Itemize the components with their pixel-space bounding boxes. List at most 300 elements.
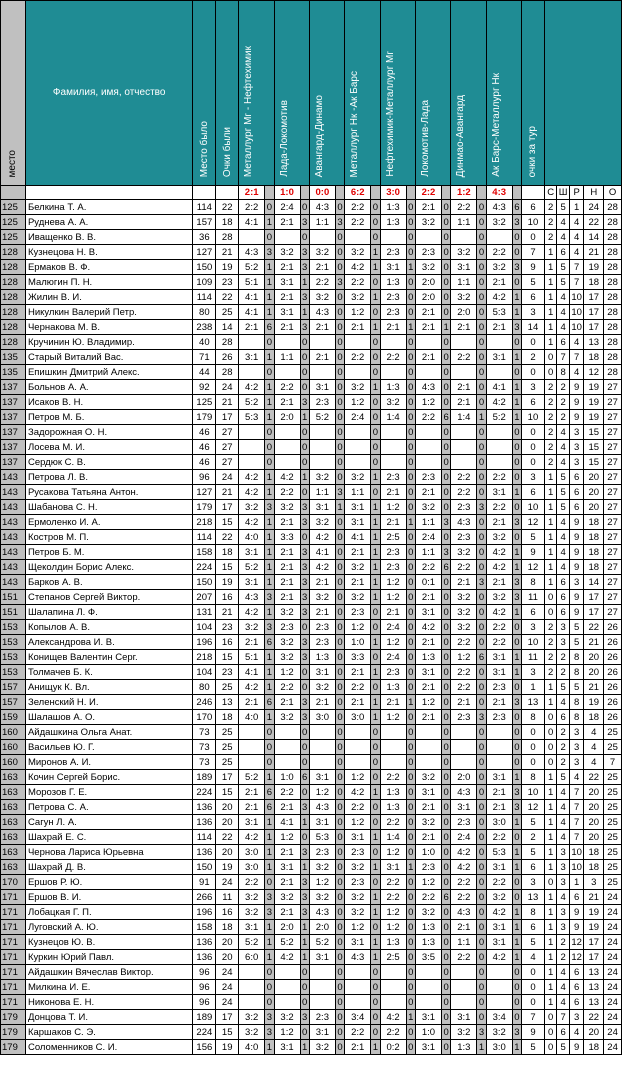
row-forecast: 2:1: [415, 305, 441, 320]
row-forecast-points: 1: [265, 950, 274, 965]
row-forecast-points: 1: [300, 950, 309, 965]
row-forecast: 2:3: [415, 245, 441, 260]
row-forecast-points: 0: [477, 335, 486, 350]
row-stat: 5: [557, 500, 569, 515]
row-forecast: 3:1: [345, 515, 371, 530]
row-forecast-points: 0: [477, 320, 486, 335]
row-place-before: 96: [193, 980, 216, 995]
row-points-before: 19: [216, 860, 239, 875]
row-stat: 22: [584, 620, 604, 635]
row-forecast-points: 0: [335, 905, 344, 920]
row-forecast: [239, 455, 265, 470]
table-row: [1, 245, 622, 260]
row-place-before: 114: [193, 200, 216, 215]
row-stat: 4: [557, 800, 569, 815]
row-forecast-points: 1: [300, 935, 309, 950]
row-forecast-points: 0: [406, 230, 415, 245]
row-forecast: 3:1: [239, 575, 265, 590]
row-forecast: 4:2: [345, 785, 371, 800]
row-stat: 8: [569, 650, 584, 665]
row-forecast-points: 0: [441, 740, 450, 755]
row-forecast-points: 3: [265, 245, 274, 260]
row-place-before: 96: [193, 470, 216, 485]
row-forecast-points: 0: [477, 935, 486, 950]
row-forecast-points: 0: [371, 305, 380, 320]
row-place-before: 238: [193, 320, 216, 335]
row-place-before: 179: [193, 410, 216, 425]
table-row: [1, 710, 622, 725]
row-name: Малюгин П. Н.: [25, 275, 192, 290]
match-result-gap: [335, 186, 344, 200]
row-forecast-points: 0: [265, 440, 274, 455]
row-forecast: 2:3: [415, 860, 441, 875]
row-forecast: 1:2: [415, 395, 441, 410]
row-forecast: 5:2: [486, 410, 512, 425]
row-forecast: 4:2: [451, 860, 477, 875]
row-name: Руднева А. А.: [25, 215, 192, 230]
row-round-points: 9: [522, 260, 545, 275]
row-forecast-points: 0: [441, 440, 450, 455]
row-forecast: 4:3: [309, 200, 335, 215]
table-row: [1, 275, 622, 290]
row-forecast-points: 0: [300, 350, 309, 365]
row-forecast-points: 1: [371, 695, 380, 710]
header-match: [345, 1, 380, 186]
row-forecast-points: 0: [441, 425, 450, 440]
row-forecast: [380, 740, 406, 755]
row-forecast-points: 0: [441, 1040, 450, 1055]
row-forecast: 4:2: [239, 470, 265, 485]
row-stat: 4: [569, 335, 584, 350]
row-stat: 24: [604, 890, 622, 905]
row-stat: 6: [557, 245, 569, 260]
row-forecast: [239, 980, 265, 995]
header-match-label: Металлург Нк -Ак Барс: [349, 70, 361, 177]
row-forecast: 1:4: [380, 410, 406, 425]
row-forecast: [309, 965, 335, 980]
row-place: 137: [1, 380, 26, 395]
row-place: 159: [1, 710, 26, 725]
row-stat: 24: [604, 920, 622, 935]
row-forecast: [380, 995, 406, 1010]
row-forecast: 3:2: [451, 1025, 477, 1040]
row-forecast: 1:1: [345, 485, 371, 500]
row-forecast: [309, 230, 335, 245]
row-forecast: 3:0: [486, 815, 512, 830]
row-forecast: 3:2: [380, 395, 406, 410]
row-forecast-points: 6: [441, 410, 450, 425]
row-place: 153: [1, 650, 26, 665]
stat-header: Ш: [558, 187, 568, 198]
row-stat: 19: [584, 380, 604, 395]
row-forecast: 3:2: [451, 590, 477, 605]
row-forecast-points: 0: [477, 875, 486, 890]
table-row: [1, 815, 622, 830]
row-forecast-points: 1: [265, 710, 274, 725]
header-round-points-label: очки за тур: [527, 125, 539, 177]
row-forecast-points: 0: [406, 425, 415, 440]
row-forecast-points: 1: [265, 470, 274, 485]
row-name: Епишкин Дмитрий Алекс.: [25, 365, 192, 380]
row-round-points: 1: [522, 680, 545, 695]
match-result-gap: [300, 186, 309, 200]
row-forecast-points: 0: [441, 770, 450, 785]
row-stat: 27: [604, 500, 622, 515]
row-round-points: 2: [522, 350, 545, 365]
row-forecast: 2:3: [380, 545, 406, 560]
row-forecast-points: 0: [406, 920, 415, 935]
row-forecast: [239, 725, 265, 740]
row-forecast: [239, 440, 265, 455]
row-forecast-points: 1: [265, 290, 274, 305]
row-points-before: 15: [216, 560, 239, 575]
table-row: [1, 890, 622, 905]
row-forecast-points: 0: [477, 200, 486, 215]
row-forecast-points: 0: [406, 485, 415, 500]
row-forecast-points: 0: [371, 800, 380, 815]
row-points-before: 24: [216, 980, 239, 995]
row-stat: 8: [557, 365, 569, 380]
row-forecast: 2:2: [486, 875, 512, 890]
row-forecast: 2:1: [415, 800, 441, 815]
row-name: Ершов В. И.: [25, 890, 192, 905]
row-forecast-points: 0: [441, 665, 450, 680]
header-round-points: [522, 1, 545, 186]
row-forecast-points: 3: [512, 695, 521, 710]
row-forecast: 4:1: [345, 530, 371, 545]
row-name: Шахрай Е. С.: [25, 830, 192, 845]
row-forecast: 1:0: [274, 770, 300, 785]
row-stat: 5: [557, 770, 569, 785]
row-stat: 10: [571, 846, 582, 858]
row-forecast: 2:3: [451, 710, 477, 725]
row-stat: 27: [604, 605, 622, 620]
row-stat: 17: [584, 935, 604, 950]
row-forecast-points: 1: [512, 395, 521, 410]
row-forecast: 3:2: [486, 215, 512, 230]
row-place: 137: [1, 425, 26, 440]
row-forecast-points: 0: [265, 725, 274, 740]
row-stat: 4: [569, 230, 584, 245]
row-stat: 28: [604, 200, 622, 215]
row-forecast-points: 0: [406, 1025, 415, 1040]
table-row: [1, 560, 622, 575]
row-forecast-points: 3: [300, 605, 309, 620]
row-forecast-points: 1: [371, 905, 380, 920]
row-forecast-points: 0: [477, 770, 486, 785]
row-stat: 24: [604, 1025, 622, 1040]
row-stat: 12: [571, 951, 582, 963]
row-forecast: 1:2: [415, 875, 441, 890]
row-forecast-points: 1: [406, 515, 415, 530]
row-forecast-points: 3: [300, 695, 309, 710]
row-forecast-points: 0: [512, 740, 521, 755]
row-forecast-points: 0: [477, 830, 486, 845]
row-forecast-points: 3: [300, 890, 309, 905]
row-round-points: 4: [522, 950, 545, 965]
row-forecast-points: 0: [441, 590, 450, 605]
row-forecast-points: 6: [265, 785, 274, 800]
row-forecast-points: 0: [300, 380, 309, 395]
row-forecast: 3:1: [309, 665, 335, 680]
row-forecast-points: 0: [300, 785, 309, 800]
row-forecast: [309, 365, 335, 380]
row-stat: 27: [604, 455, 622, 470]
row-round-points: 6: [522, 860, 545, 875]
row-forecast-points: 0: [335, 335, 344, 350]
row-name: Морозов Г. Е.: [25, 785, 192, 800]
row-stat: 27: [604, 545, 622, 560]
row-stat: 18: [584, 275, 604, 290]
row-forecast-points: 0: [300, 995, 309, 1010]
row-forecast: [380, 965, 406, 980]
row-forecast-points: 1: [300, 860, 309, 875]
row-stat: 2: [544, 230, 556, 245]
row-points-before: 25: [216, 755, 239, 770]
row-place-before: 104: [193, 620, 216, 635]
row-forecast-points: 1: [371, 635, 380, 650]
row-stat: 25: [604, 725, 622, 740]
row-stat: 8: [569, 665, 584, 680]
row-forecast: 3:1: [239, 815, 265, 830]
row-forecast: 2:1: [274, 845, 300, 860]
row-forecast-points: 0: [335, 980, 344, 995]
row-forecast-points: 3: [300, 845, 309, 860]
match-result-gap: [441, 186, 450, 200]
row-stat: 25: [604, 770, 622, 785]
row-forecast: 4:2: [380, 1010, 406, 1025]
row-stat: 9: [569, 1040, 584, 1055]
row-forecast-points: 1: [300, 815, 309, 830]
row-stat: 22: [584, 770, 604, 785]
row-forecast: 3:0: [486, 1040, 512, 1055]
row-forecast-points: 1: [265, 935, 274, 950]
row-forecast-points: 0: [371, 365, 380, 380]
row-forecast-points: 3: [300, 560, 309, 575]
row-name: Кузнецов Ю. В.: [25, 935, 192, 950]
table-row: [1, 980, 622, 995]
row-forecast: 2:2: [274, 485, 300, 500]
row-forecast-points: 1: [512, 650, 521, 665]
row-forecast-points: 1: [371, 950, 380, 965]
row-place: 171: [1, 905, 26, 920]
row-stat: 4: [557, 455, 569, 470]
row-forecast-points: 0: [441, 350, 450, 365]
row-stat: 27: [604, 485, 622, 500]
row-forecast-points: 0: [512, 875, 521, 890]
row-forecast: 4:2: [274, 470, 300, 485]
row-forecast: 2:2: [451, 200, 477, 215]
row-forecast: 2:2: [345, 350, 371, 365]
row-forecast: 3:1: [415, 665, 441, 680]
row-stat: 4: [557, 890, 569, 905]
row-forecast-points: 6: [441, 890, 450, 905]
row-stat: 1: [544, 485, 556, 500]
row-forecast: 2:1: [274, 905, 300, 920]
row-forecast: 3:2: [451, 605, 477, 620]
header-pb-spacer: [193, 186, 216, 200]
row-points-before: 19: [216, 260, 239, 275]
row-forecast-points: 0: [371, 920, 380, 935]
row-stat: 21: [584, 245, 604, 260]
row-forecast: 2:3: [274, 620, 300, 635]
table-row: [1, 830, 622, 845]
row-forecast: [239, 230, 265, 245]
row-forecast: 2:2: [345, 215, 371, 230]
row-stat: 5: [557, 200, 569, 215]
row-stat: 4: [569, 770, 584, 785]
row-forecast: 2:3: [345, 605, 371, 620]
row-stat: 6: [569, 500, 584, 515]
row-forecast: 2:1: [274, 215, 300, 230]
row-stat: 27: [604, 440, 622, 455]
row-forecast-points: 0: [477, 605, 486, 620]
row-forecast: [239, 995, 265, 1010]
row-stat: 3: [557, 905, 569, 920]
row-forecast: [486, 440, 512, 455]
row-round-points: 6: [522, 605, 545, 620]
row-stat: 4: [557, 290, 569, 305]
row-round-points: 6: [522, 395, 545, 410]
row-round-points: 6: [522, 920, 545, 935]
row-forecast: [415, 995, 441, 1010]
row-round-points: 0: [522, 740, 545, 755]
row-forecast-points: 0: [441, 575, 450, 590]
row-forecast: 5:2: [239, 260, 265, 275]
row-place: 143: [1, 470, 26, 485]
row-round-points: 3: [522, 305, 545, 320]
row-forecast: 1:2: [345, 920, 371, 935]
row-stat: 7: [604, 755, 622, 770]
row-forecast-points: 0: [335, 425, 344, 440]
row-place: 170: [1, 875, 26, 890]
row-stat: 2: [557, 935, 569, 950]
row-place: 153: [1, 635, 26, 650]
row-stat: 25: [604, 785, 622, 800]
row-place: 128: [1, 290, 26, 305]
row-name: Щеколдин Борис Алекс.: [25, 560, 192, 575]
row-forecast: 3:1: [415, 1040, 441, 1055]
row-forecast: 4:3: [309, 305, 335, 320]
row-forecast-points: 0: [441, 965, 450, 980]
row-forecast-points: 0: [406, 905, 415, 920]
row-round-points: 10: [522, 500, 545, 515]
row-forecast: 1:0: [345, 635, 371, 650]
row-forecast: 2:1: [274, 260, 300, 275]
row-forecast-points: 1: [371, 545, 380, 560]
row-stat: 4: [569, 365, 584, 380]
row-forecast-points: 0: [335, 575, 344, 590]
row-forecast: 5:2: [239, 560, 265, 575]
row-forecast: [345, 365, 371, 380]
row-stat: 1: [544, 335, 556, 350]
row-place-before: 131: [193, 605, 216, 620]
row-forecast-points: 0: [335, 560, 344, 575]
row-place: 128: [1, 305, 26, 320]
row-place-before: 96: [193, 965, 216, 980]
row-forecast: 3:0: [239, 860, 265, 875]
row-forecast-points: 0: [406, 440, 415, 455]
row-forecast: [274, 365, 300, 380]
row-forecast: 2:1: [345, 665, 371, 680]
row-forecast: 1:2: [380, 920, 406, 935]
table-row: [1, 740, 622, 755]
table-row: [1, 995, 622, 1010]
row-forecast-points: 0: [265, 740, 274, 755]
row-forecast: [309, 755, 335, 770]
row-forecast: 2:2: [415, 410, 441, 425]
row-forecast: [380, 335, 406, 350]
header-place-spacer: [1, 186, 26, 200]
row-forecast-points: 0: [265, 755, 274, 770]
row-forecast: 2:1: [486, 785, 512, 800]
row-forecast: 3:1: [274, 305, 300, 320]
row-forecast-points: 0: [512, 1010, 521, 1025]
row-stat: 4: [557, 440, 569, 455]
row-forecast-points: 0: [335, 455, 344, 470]
row-forecast-points: 1: [371, 860, 380, 875]
row-forecast-points: 1: [512, 485, 521, 500]
row-forecast: [274, 230, 300, 245]
row-forecast: 2:1: [415, 710, 441, 725]
row-forecast-points: 0: [335, 725, 344, 740]
row-forecast: 2:0: [451, 770, 477, 785]
row-stat: 6: [569, 980, 584, 995]
row-forecast: 1:2: [415, 695, 441, 710]
row-forecast: 2:2: [415, 560, 441, 575]
row-forecast-points: 3: [335, 275, 344, 290]
table-row: [1, 605, 622, 620]
row-forecast-points: 1: [512, 770, 521, 785]
row-stat: 3: [557, 845, 569, 860]
row-stat: 4: [584, 755, 604, 770]
row-forecast-points: 0: [441, 980, 450, 995]
row-forecast-points: 0: [371, 755, 380, 770]
row-round-points: 10: [522, 785, 545, 800]
row-forecast-points: 0: [477, 260, 486, 275]
row-stat: 20: [584, 800, 604, 815]
row-stat: 6: [557, 1025, 569, 1040]
row-place-before: 109: [193, 275, 216, 290]
row-place: 171: [1, 995, 26, 1010]
row-forecast-points: 0: [406, 830, 415, 845]
row-forecast-points: 0: [300, 365, 309, 380]
row-name: Ермаков В. Ф.: [25, 260, 192, 275]
row-forecast-points: 1: [265, 815, 274, 830]
row-forecast-points: 1: [371, 560, 380, 575]
row-stat: 18: [584, 530, 604, 545]
row-points-before: 15: [216, 515, 239, 530]
row-forecast: [274, 740, 300, 755]
row-place-before: 218: [193, 650, 216, 665]
row-stat: 18: [584, 560, 604, 575]
row-forecast: 4:1: [309, 545, 335, 560]
row-forecast-points: 0: [300, 980, 309, 995]
row-points-before: 28: [216, 335, 239, 350]
row-forecast: [345, 440, 371, 455]
row-forecast: 3:2: [486, 590, 512, 605]
row-forecast: [239, 965, 265, 980]
row-place: 179: [1, 1010, 26, 1025]
row-round-points: 9: [522, 1025, 545, 1040]
row-stat: 10: [571, 291, 582, 303]
row-forecast-points: 1: [477, 1040, 486, 1055]
row-place-before: 96: [193, 995, 216, 1010]
row-forecast-points: 0: [265, 875, 274, 890]
row-forecast-points: 0: [265, 335, 274, 350]
row-name: Жилин В. И.: [25, 290, 192, 305]
row-forecast-points: 0: [371, 230, 380, 245]
